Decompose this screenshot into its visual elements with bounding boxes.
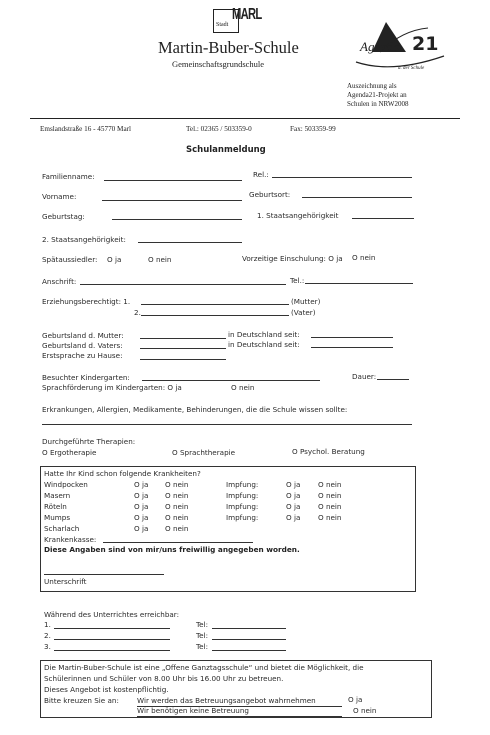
award-text (347, 82, 408, 109)
field-staat1[interactable] (352, 218, 414, 219)
label-unterschrift: Unterschrift (44, 577, 87, 586)
field-geburtstag[interactable] (112, 219, 242, 220)
option-betreuung-ja-label: Wir werden das Betreuungsangebot wahrnehmen (137, 696, 316, 705)
field-reach-name[interactable] (54, 650, 170, 651)
ganztag-line-2: Schülerinnen und Schüler von 8.00 Uhr bis 16.00 Uhr zu betreuen. (44, 674, 284, 683)
reach-tel-label: Tel: (196, 631, 209, 640)
radio-sprachfoerderung-ja[interactable]: Sprachförderung im Kindergarten: O ja (42, 383, 182, 392)
label-in-deutschland-mutter: in Deutschland seit: (228, 330, 300, 339)
field-seit-vater[interactable] (311, 347, 393, 348)
radio-disease-nein[interactable]: O nein (165, 480, 189, 489)
radio-disease-nein[interactable]: O nein (165, 491, 189, 500)
field-dauer[interactable] (377, 379, 409, 380)
label-two: 2. (134, 308, 141, 317)
header-divider (30, 118, 460, 119)
field-tel[interactable] (305, 283, 413, 284)
school-name: Martin-Buber-Schule (158, 38, 299, 57)
field-seit-mutter[interactable] (311, 337, 393, 338)
field-reach-name[interactable] (54, 628, 170, 629)
label-impfung: Impfung: (226, 491, 259, 500)
field-geburtsland-vater[interactable] (140, 348, 226, 349)
radio-disease-ja[interactable]: O ja (134, 513, 149, 522)
reach-tel-label: Tel: (196, 642, 209, 651)
label-krankenkasse: Krankenkasse: (44, 535, 97, 544)
field-vorname[interactable] (102, 200, 242, 201)
radio-disease-ja[interactable]: O ja (134, 524, 149, 533)
field-reach-tel[interactable] (212, 639, 286, 640)
radio-disease-ja[interactable]: O ja (134, 480, 149, 489)
radio-vorzeitig-nein[interactable]: O nein (352, 253, 376, 262)
field-geburtsland-mutter[interactable] (140, 338, 226, 339)
field-reach-tel[interactable] (212, 650, 286, 651)
award-line: Schulen in NRW2008 (347, 100, 409, 108)
field-anschrift[interactable] (80, 284, 286, 285)
label-spaetaussiedler: Spätaussiedler: (42, 255, 98, 264)
ganztag-prompt: Bitte kreuzen Sie an: (44, 696, 119, 705)
ganztag-line-1: Die Martin-Buber-Schule ist eine „Offene Ganztagsschule“ und bietet die Möglichkeit, die (44, 663, 364, 672)
label-geburtsland-vater: Geburtsland d. Vaters: (42, 341, 123, 350)
label-impfung: Impfung: (226, 502, 259, 511)
field-kindergarten[interactable] (142, 380, 320, 381)
label-vater: (Vater) (291, 308, 316, 317)
reach-number: 3. (44, 642, 51, 651)
label-erziehungsberechtigt: Erziehungsberechtigt: 1. (42, 297, 131, 306)
address-phone: Tel.: 02365 / 503359-0 (186, 125, 252, 133)
radio-vorzeitig-ja[interactable]: Vorzeitige Einschulung: O ja (242, 254, 343, 263)
label-familienname: Familienname: (42, 172, 95, 181)
disease-name: Röteln (44, 502, 67, 511)
label-staat1: 1. Staatsangehörigkeit (257, 211, 339, 220)
label-dauer: Dauer: (352, 372, 377, 381)
reach-tel-label: Tel: (196, 620, 209, 629)
reach-number: 2. (44, 631, 51, 640)
city-logo-top: Stadt (216, 22, 229, 28)
radio-spaet-ja[interactable]: O ja (107, 255, 122, 264)
agenda-word: Agenda (360, 39, 400, 54)
radio-betreuung-nein[interactable]: O nein (353, 706, 377, 715)
award-line: Auszeichnung als (347, 82, 397, 90)
label-therapien: Durchgeführte Therapien: (42, 437, 136, 446)
radio-impfung-nein[interactable]: O nein (318, 513, 342, 522)
radio-disease-ja[interactable]: O ja (134, 502, 149, 511)
reach-number: 1. (44, 620, 51, 629)
label-geburtsland-mutter: Geburtsland d. Mutter: (42, 331, 124, 340)
field-reach-tel[interactable] (212, 628, 286, 629)
field-unterschrift[interactable] (44, 574, 164, 575)
label-impfung: Impfung: (226, 513, 259, 522)
field-rel[interactable] (272, 177, 412, 178)
disease-name: Mumps (44, 513, 71, 522)
ganztag-line-3: Dieses Angebot ist kostenpflichtig. (44, 685, 169, 694)
label-impfung: Impfung: (226, 480, 259, 489)
radio-impfung-ja[interactable]: O ja (286, 502, 301, 511)
reach-title: Während des Unterrichtes erreichbar: (44, 610, 180, 619)
school-subtitle: Gemeinschaftsgrundschule (172, 59, 265, 69)
radio-ergotherapie[interactable]: O Ergotherapie (42, 448, 97, 457)
label-rel: Rel.: (253, 170, 269, 179)
health-question: Hatte Ihr Kind schon folgende Krankheiten? (44, 469, 201, 478)
field-mutter[interactable] (141, 304, 289, 305)
radio-disease-nein[interactable]: O nein (165, 513, 189, 522)
label-erstsprache: Erstsprache zu Hause: (42, 351, 123, 360)
radio-sprachfoerderung-nein[interactable]: O nein (231, 383, 255, 392)
radio-betreuung-ja[interactable]: O ja (348, 695, 363, 704)
radio-impfung-ja[interactable]: O ja (286, 491, 301, 500)
radio-impfung-nein[interactable]: O nein (318, 480, 342, 489)
field-erkrankungen[interactable] (42, 424, 412, 425)
label-geburtstag: Geburtstag: (42, 212, 85, 221)
field-vater[interactable] (141, 315, 289, 316)
radio-impfung-ja[interactable]: O ja (286, 513, 301, 522)
field-familienname[interactable] (104, 180, 242, 181)
radio-impfung-ja[interactable]: O ja (286, 480, 301, 489)
label-staat2: 2. Staatsangehörigkeit: (42, 235, 126, 244)
field-erstsprache[interactable] (140, 359, 226, 360)
disease-name: Windpocken (44, 480, 88, 489)
label-erkrankungen: Erkrankungen, Allergien, Medikamente, Behinderungen, die die Schule wissen sollte: (42, 405, 348, 414)
label-in-deutschland-vater: in Deutschland seit: (228, 340, 300, 349)
disease-name: Masern (44, 491, 71, 500)
field-krankenkasse[interactable] (103, 542, 253, 543)
address-street: Emslandstraße 16 - 45770 Marl (40, 125, 132, 133)
radio-disease-nein[interactable]: O nein (165, 502, 189, 511)
radio-impfung-nein[interactable]: O nein (318, 491, 342, 500)
label-geburtsort: Geburtsort: (249, 190, 291, 199)
label-kindergarten: Besuchter Kindergarten: (42, 373, 130, 382)
underline-betreuung-nein (137, 716, 342, 717)
form-title: Schulanmeldung (186, 145, 266, 155)
field-staat2[interactable] (138, 242, 242, 243)
label-tel: Tel.: (290, 276, 305, 285)
radio-disease-nein[interactable]: O nein (165, 524, 189, 533)
health-statement: Diese Angaben sind von mir/uns freiwillig angegeben worden. (44, 545, 300, 554)
agenda-number: 21 (412, 33, 439, 55)
disease-name: Scharlach (44, 524, 80, 533)
address-fax: Fax: 503359-99 (290, 125, 336, 133)
radio-impfung-nein[interactable]: O nein (318, 502, 342, 511)
option-betreuung-nein-label: Wir benötigen keine Betreuung (137, 706, 249, 715)
field-reach-name[interactable] (54, 639, 170, 640)
city-logo-main: MARL (232, 6, 262, 23)
award-line: Agenda21-Projekt an (347, 91, 407, 99)
field-geburtsort[interactable] (302, 197, 412, 198)
radio-sprachtherapie[interactable]: O Sprachtherapie (172, 448, 236, 457)
label-vorname: Vorname: (42, 192, 77, 201)
radio-psychol-beratung[interactable]: O Psychol. Beratung (292, 447, 365, 456)
label-anschrift: Anschrift: (42, 277, 77, 286)
agenda-tagline: a. der Schule (398, 66, 425, 71)
label-mutter: (Mutter) (291, 297, 321, 306)
radio-spaet-nein[interactable]: O nein (148, 255, 172, 264)
radio-disease-ja[interactable]: O ja (134, 491, 149, 500)
